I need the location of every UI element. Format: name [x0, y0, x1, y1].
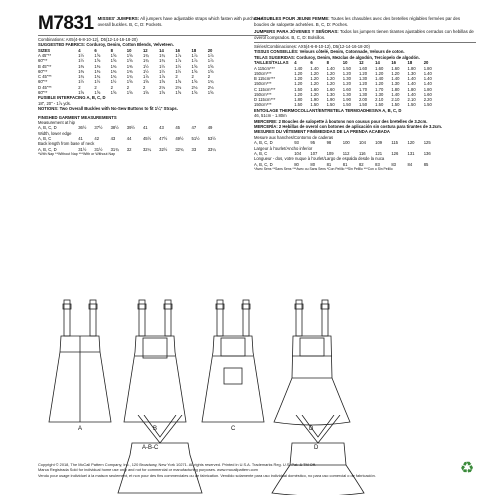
yardage-en-value: 1¾ [142, 53, 149, 59]
yardage-en-label: B 45"** [38, 63, 52, 69]
back-value-en: 31½ [94, 146, 103, 152]
yardage-fr-value: 1.20 [310, 81, 319, 87]
description-en-text: All jumpers have adjustable straps which fasten with purchased overall buckles. B, C, D: Pockets. [97, 16, 264, 27]
yardage-fr-value: 1.80 [294, 97, 303, 103]
finished-title-fr: MESURES DU VÊTEMENT FINI/MEDIDAS DE LA PRENDA ACABADA [254, 129, 390, 135]
yardage-en-value: 2 [207, 74, 211, 80]
yardage-fr-value: 1.80 [407, 86, 416, 92]
yardage-en-value: 1⅜ [110, 68, 117, 74]
size-header: 8 [326, 60, 329, 66]
width-value-en: 51½ [191, 136, 200, 142]
hip-sub-en: A, B, C, D [38, 125, 57, 131]
yardage-en-value: 1⅞ [142, 74, 149, 80]
yardage-en-value: 2 [142, 84, 146, 90]
yardage-en-value: 1⅝ [175, 79, 182, 85]
size-header: 18 [191, 47, 197, 53]
yardage-fr-value: 1.20 [391, 70, 400, 76]
yardage-fr-value: 1.30 [342, 91, 351, 97]
yardage-en-value: 1½ [142, 63, 149, 69]
description-en [98, 16, 268, 27]
yardage-fr-value: 1.60 [326, 86, 335, 92]
yardage-fr-value: 1.20 [326, 76, 335, 82]
hip-value-fr: 100 [342, 140, 350, 146]
yardage-en-value: 1⅝ [78, 89, 85, 95]
back-sub-fr: A, B, C, D [254, 161, 273, 167]
yardage-fr-value: 1.20 [326, 81, 335, 87]
yardage-en-value: 1⅝ [207, 63, 214, 69]
yardage-fr-value: 1.20 [294, 81, 303, 87]
fabrics-en: SUGGESTED FABRICS: Corduroy, Denim, Cotton Blends, Velveteen. [38, 42, 174, 48]
yardage-fr-value: 1.90 [326, 97, 335, 103]
yardage-fr-label: 150cm*** [254, 91, 272, 97]
fabrics-fr: TISSUS CONSEILLÉS: Velours côtelé, Denim, Cotonnade, Velours de coton. [254, 49, 405, 55]
yardage-en-value: 1½ [159, 68, 165, 74]
back-label-fr: Longueur - dos, votre nuque à l'ourlet/Largo de espalda desde la nuca [254, 156, 385, 162]
back-value-fr: 83 [375, 161, 380, 167]
notions-es: MERCERÍA: 2 Hebillas de overol con botones de aplicación sin costura para tirantes de 3.2cm. [254, 123, 443, 129]
yardage-fr-value: 1.20 [294, 70, 303, 76]
hip-value-en: 47 [191, 125, 197, 131]
size-header: 10 [342, 60, 348, 66]
back-value-fr: 84 [407, 161, 413, 167]
hip-value-fr: 120 [407, 140, 415, 146]
yardage-fr-value: 1.40 [294, 65, 303, 71]
yardage-fr-value: 1.20 [294, 76, 303, 82]
yardage-en-value: 1⅝ [126, 89, 133, 95]
yardage-en-value: 2⅛ [175, 84, 182, 90]
back-label-en: Back length from base of neck [38, 141, 95, 147]
yardage-en-value: 1½ [110, 79, 117, 85]
yardage-fr-label: 150cm*** [254, 81, 272, 87]
yardage-fr-label: B 115cm*** [254, 76, 276, 82]
interfacing-value-en: 18", 20" - 1⅞ yds. [38, 100, 72, 106]
figure-abc-label: A-B-C [142, 445, 159, 451]
hip-value-en: 39½ [126, 125, 135, 131]
yardage-fr-value: 1.20 [326, 70, 335, 76]
yardage-en-value: 1⅝ [126, 58, 133, 64]
yardage-fr-value: 1.80 [391, 86, 400, 92]
yardage-fr-value: 1.60 [342, 86, 351, 92]
yardage-fr-value: 1.80 [423, 65, 432, 71]
yardage-en-value: 1⅝ [142, 89, 149, 95]
sizes-row [254, 60, 440, 65]
yardage-en-value: 1⅞ [207, 58, 214, 64]
yardage-en-value: 2 [175, 74, 178, 80]
interfacing-title-en: FUSIBLE INTERFACING A, B, C, D [38, 95, 106, 101]
width-value-fr: 126 [391, 151, 399, 157]
yardage-fr-value: 1.40 [423, 81, 432, 87]
size-header: 18 [407, 60, 413, 66]
yardage-fr-value: 1.20 [375, 81, 384, 87]
yardage-en-value: 2 [78, 84, 81, 90]
yardage-fr-value: 1.30 [358, 76, 368, 82]
description-es [254, 29, 476, 40]
width-value-fr: 104 [294, 151, 302, 157]
figure-a-label: A [78, 426, 83, 432]
back-value-en: 32¼ [142, 146, 152, 152]
yardage-fr-value: 1.40 [326, 65, 335, 71]
yardage-fr-value: 1.50 [375, 102, 384, 108]
yardage-en-value: 1⅜ [78, 63, 85, 69]
yardage-fr-value: 1.80 [423, 86, 432, 92]
footer-line-1: Copyright © 2018, The McCall Pattern Company, Inc., 120 Broadway, New York 10271. All rights reserved. Printed in U.S.A. Trademarks Reg. U.S. Pat. & TM Off. [38, 462, 316, 467]
combinations-fr: Séries/Combinaciones: AX5(4-6-8-10-12), D5(12-14-16-18-20) [254, 44, 370, 49]
yardage-fr-value: 1.60 [358, 65, 368, 71]
width-value-en: 44 [126, 136, 132, 142]
yardage-en-value: 1⅝ [191, 68, 198, 74]
figure-d-back-label: D [314, 445, 319, 451]
width-value-en: 45½ [142, 136, 152, 142]
yardage-table-fr [254, 60, 440, 107]
yardage-en-value: 1¾ [207, 79, 214, 85]
yardage-en-label: 60"** [38, 89, 48, 95]
width-value-en: 42 [94, 136, 100, 142]
yardage-en-label: 60"** [38, 79, 48, 85]
yardage-fr-value: 1.50 [342, 65, 351, 71]
yardage-en-value: 1⅝ [110, 53, 117, 59]
back-value-en: 31½ [78, 146, 87, 152]
yardage-fr-value: 1.20 [294, 91, 303, 97]
yardage-table-en [38, 48, 224, 95]
yardage-fr-value: 1.30 [342, 76, 351, 82]
yardage-en-value: 1⅝ [94, 89, 101, 95]
width-value-fr: 131 [407, 151, 415, 157]
yardage-en-label: A 45"** [38, 53, 52, 59]
width-value-en: 47½ [159, 136, 168, 142]
notions-fr: MERCERIE: 2 Boucles de salopette à boutons non cousus pour des bretelles de 3.2cm. [254, 118, 428, 124]
back-value-fr: 81 [342, 161, 348, 167]
size-header: 14 [159, 47, 164, 53]
yardage-fr-value: 1.50 [294, 102, 303, 108]
size-header: 20 [207, 47, 213, 53]
footer-line-3: Vendu pour usage individuel à la maison seulement, et non pour des fins commerciales ou de fabrication. Vendido solamente para uso individual doméstico, no para uso comercial o de fabricación. [38, 472, 376, 478]
yardage-en-label: C 45"** [38, 74, 52, 80]
yardage-en-value: 1⅞ [191, 53, 198, 59]
yardage-en-value: 1½ [78, 53, 85, 59]
yardage-fr-value: 2.10 [407, 97, 416, 103]
yardage-fr-value: 1.80 [407, 65, 416, 71]
yardage-fr-value: 1.30 [375, 91, 384, 97]
finished-title-en: FINISHED GARMENT MEASUREMENTS [38, 114, 117, 120]
yardage-en-value: 1⅞ [159, 74, 165, 80]
width-value-fr: 107 [310, 151, 318, 157]
yardage-fr-value: 1.50 [342, 102, 351, 108]
yardage-en-value: 1⅝ [159, 79, 165, 85]
yardage-fr-value: 1.50 [423, 102, 432, 108]
back-value-fr: 83 [391, 161, 396, 167]
description-fr-text: Toutes les chasubles avec des bretelles réglables fermées par des boucles de salopette achetées. B, C, D: Poches. [254, 16, 461, 27]
yardage-fr-value: 1.60 [391, 65, 400, 71]
yardage-fr-value: 1.50 [294, 86, 303, 92]
hip-value-fr: 93 [294, 140, 299, 146]
back-value-en: 33 [191, 146, 197, 152]
hip-label-en: Measurement at hip [38, 119, 76, 125]
yardage-en-value: 1½ [78, 79, 85, 85]
size-header: 14 [375, 60, 380, 66]
yardage-fr-value: 1.30 [358, 91, 368, 97]
width-value-en: 53½ [207, 136, 216, 142]
size-header: 10 [126, 47, 132, 53]
yardage-fr-value: 1.20 [342, 81, 351, 87]
yardage-en-value: 2 [126, 84, 130, 90]
yardage-fr-value: 1.50 [310, 102, 319, 108]
yardage-en-value: 1⅜ [94, 63, 101, 69]
width-value-fr: 109 [326, 151, 334, 157]
yardage-en-label: 60"** [38, 58, 48, 64]
size-header: 12 [142, 47, 148, 53]
yardage-en-value: 2 [191, 74, 194, 80]
width-value-fr: 112 [342, 151, 350, 157]
back-value-fr: 85 [423, 161, 429, 167]
title-es: JUMPERS PARA JÓVENES Y SEÑORAS: [254, 29, 339, 34]
yardage-en-value: 1½ [175, 68, 182, 74]
footer-line-2: Marca Registrada Sold for individual home use only and not for commercial or manufacturing purposes. www.mccallpattern.com [38, 467, 258, 473]
yardage-fr-value: 1.20 [310, 91, 319, 97]
yardage-fr-value: 1.40 [391, 91, 400, 97]
yardage-fr-value: 2.20 [423, 97, 432, 103]
description-es-text: Todos los jumpers tienen tirantes ajustables cerrados con hebillas de overol comprados. B, C, D: Bolsillos. [254, 29, 474, 40]
back-value-fr: 80 [310, 161, 316, 167]
yardage-en-value: 1⅝ [126, 53, 133, 59]
width-label-fr: Largeur à l'ourlet/Ancho inferior [254, 145, 313, 151]
yardage-en-value: 1⅜ [110, 63, 117, 69]
hip-value-fr: 104 [358, 140, 366, 146]
back-value-en: 32¾ [175, 146, 184, 152]
yardage-en-value: 1½ [159, 63, 165, 69]
yardage-fr-label: 150cm*** [254, 70, 272, 76]
yardage-fr-label: D 115cm*** [254, 97, 276, 103]
back-value-en: 33¼ [207, 146, 216, 152]
yardage-fr-value: 2.00 [358, 97, 368, 103]
hip-value-fr: 98 [326, 140, 332, 146]
yardage-en-value: 2 [94, 84, 97, 90]
width-value-en: 41 [78, 136, 83, 142]
sizes-label-fr: TAILLES/TALLAS [254, 60, 289, 66]
back-value-fr: 80 [294, 161, 299, 167]
size-header: 6 [310, 60, 313, 66]
hip-value-fr: 125 [423, 140, 431, 146]
yardage-en-value: 1⅝ [207, 68, 214, 74]
interfacing-value-fr: 46, 51cm - 1.80m [254, 113, 287, 119]
width-value-fr: 121 [375, 151, 383, 157]
yardage-en-value: 1⅜ [94, 68, 101, 74]
yardage-en-value: 1⅞ [175, 53, 182, 59]
yardage-fr-value: 1.70 [358, 86, 368, 92]
interfacing-title-fr: ENTOILAGE THERMOCOLLANT/ENTRETELA TERMOADHESIVA A, B, C, D [254, 107, 402, 113]
yardage-fr-value: 1.50 [358, 102, 368, 108]
yardage-en-value: 1⅝ [110, 89, 117, 95]
yardage-en-value: 1⅝ [126, 79, 133, 85]
yardage-fr-value: 1.50 [391, 102, 400, 108]
yardage-fr-value: 1.90 [310, 97, 319, 103]
hip-value-en: 37½ [94, 125, 103, 131]
yardage-en-value: 1½ [78, 58, 85, 64]
yardage-en-value: 1½ [142, 68, 149, 74]
yardage-en-value: 1¾ [110, 74, 117, 80]
title-en: MISSES' JUMPERS: [97, 16, 140, 21]
back-sub-en: A, B, C, D [38, 146, 57, 152]
yardage-en-value: 1½ [175, 63, 182, 69]
yardage-fr-value: 1.30 [326, 91, 335, 97]
yardage-fr-value: 1.40 [407, 81, 416, 87]
yardage-fr-value: 1.60 [423, 91, 432, 97]
english-column [38, 14, 268, 157]
width-value-fr: 116 [358, 151, 366, 157]
size-header: 16 [391, 60, 396, 66]
width-value-en: 49½ [175, 136, 184, 142]
yardage-fr-value: 1.60 [310, 86, 319, 92]
yardage-en-value: 1¾ [126, 74, 133, 80]
yardage-en-value: 1⅝ [175, 89, 182, 95]
yardage-en-value: 1⅝ [207, 89, 214, 95]
yardage-fr-value: 1.20 [375, 70, 384, 76]
width-value-fr: 136 [423, 151, 431, 157]
yardage-fr-value: 2.10 [375, 97, 384, 103]
figure-b-label: B [153, 426, 158, 432]
divider [254, 42, 476, 43]
hip-value-en: 49 [207, 125, 213, 131]
size-header: 6 [94, 47, 97, 53]
yardage-en-value: 1¾ [142, 58, 149, 64]
yardage-en-value: 1⅝ [159, 89, 165, 95]
yardage-fr-value: 1.40 [391, 76, 400, 82]
size-header: 16 [175, 47, 180, 53]
yardage-fr-value: 1.20 [358, 70, 368, 76]
yardage-en-value: 2⅛ [207, 84, 214, 90]
yardage-en-label: D 45"** [38, 84, 52, 90]
yardage-en-label: 60"** [38, 68, 48, 74]
yardage-en-value: 1⅝ [191, 79, 198, 85]
jumper-abc-back-drawing [110, 415, 210, 495]
yardage-en-value: 1⅝ [191, 63, 198, 69]
divider [38, 35, 268, 36]
size-header: 12 [358, 60, 364, 66]
hip-value-en: 45 [175, 125, 180, 131]
yardage-fr-value: 1.20 [310, 76, 319, 82]
size-header: 20 [423, 60, 429, 66]
back-value-en: 31¾ [110, 146, 119, 152]
width-value-en: 43 [110, 136, 116, 142]
yardage-en-value: 2 [110, 84, 113, 90]
yardage-fr-value: 1.90 [342, 97, 351, 103]
yardage-en-value: 1⅞ [191, 58, 198, 64]
yardage-fr-value: 1.20 [358, 81, 368, 87]
yardage-en-value: 1¾ [159, 58, 165, 64]
back-value-fr: 81 [326, 161, 332, 167]
yardage-en-value: 1¾ [94, 74, 101, 80]
description-fr [254, 16, 476, 27]
yardage-fr-value: 1.40 [375, 76, 384, 82]
yardage-fr-label: A 115cm*** [254, 65, 275, 71]
yardage-fr-value: 1.40 [407, 76, 416, 82]
yardage-fr-value: 2.10 [391, 97, 400, 103]
notions-en: NOTIONS: Two Overall Buckles with No-Sew Buttons to fit 1¼" Straps. [38, 106, 178, 112]
yardage-fr-value: 1.40 [423, 76, 432, 82]
sizes-label: SIZES [38, 47, 51, 53]
back-value-en: 32½ [159, 146, 168, 152]
figure-d-label: D [309, 426, 314, 432]
hip-sub-fr: A, B, C, D [254, 140, 273, 146]
copyright-footer [38, 462, 458, 478]
yardage-en-value: 2⅛ [159, 84, 165, 90]
yardage-en-value: 1⅜ [126, 63, 133, 69]
combinations-en: Combinations: AX5(4-6-8-10-12), D5(12-14-16-18-20) [38, 37, 138, 42]
yardage-en-value: 1⅝ [94, 58, 101, 64]
yardage-fr-value: 1.20 [342, 70, 351, 76]
yardage-fr-value: 1.20 [310, 70, 319, 76]
hip-value-en: 41 [142, 125, 148, 131]
yardage-fr-value: 1.40 [407, 91, 416, 97]
yardage-en-value: 1⅝ [110, 58, 117, 64]
hip-value-fr: 109 [375, 140, 383, 146]
pattern-code: M7831 [38, 13, 94, 34]
hip-value-fr: 95 [310, 140, 316, 146]
yardage-fr-label: 150cm*** [254, 102, 272, 108]
yardage-fr-value: 1.50 [407, 102, 416, 108]
width-label-en: Width, lower edge [38, 130, 72, 136]
hip-label-fr: Mesure aux hanches/Contorno de caderas [254, 134, 334, 140]
width-sub-en: A, B, C [38, 136, 52, 142]
yardage-en-value: 1⅞ [175, 58, 182, 64]
hip-value-fr: 115 [391, 140, 398, 146]
nap-note-en: *With Nap **Without Nap ***With or Without Nap [38, 152, 116, 157]
yardage-en-value: 1⅝ [94, 53, 101, 59]
yardage-fr-value: 1.60 [375, 65, 384, 71]
french-spanish-column [254, 14, 476, 171]
jumper-d-back-drawing [268, 415, 368, 495]
yardage-fr-value: 1.40 [423, 70, 432, 76]
yardage-en-value: 1¾ [159, 53, 165, 59]
yardage-en-value: 1⅝ [142, 79, 149, 85]
title-fr: CHASUBLES POUR JEUNE FEMME: [254, 16, 330, 21]
yardage-en-value: 1¾ [78, 74, 85, 80]
yardage-fr-value: 1.30 [407, 70, 416, 76]
hip-value-en: 36½ [78, 125, 87, 131]
yardage-en-value: 1⅜ [78, 68, 85, 74]
yardage-fr-label: C 115cm*** [254, 86, 276, 92]
size-header: 8 [110, 47, 113, 53]
jumper-a-back-drawing [45, 298, 115, 438]
back-value-en: 32 [126, 146, 132, 152]
yardage-fr-value: 1.70 [375, 86, 384, 92]
yardage-en-value: 2⅛ [191, 84, 198, 90]
width-sub-fr: A, B, C [254, 151, 268, 157]
size-header: 4 [78, 47, 81, 53]
hip-value-en: 43 [159, 125, 164, 131]
back-value-fr: 82 [358, 161, 364, 167]
yardage-fr-value: 1.50 [326, 102, 335, 108]
nap-note-fr: *Avec Sens **Sans Sens ***Avec ou Sans Sens *Con Pelillo **Sin Pelillo ***Con o Sin Pelillo [254, 166, 393, 171]
yardage-en-value: 1½ [94, 79, 101, 85]
yardage-en-value: 1⅝ [191, 89, 198, 95]
fabrics-es: TELAS SUGERIDAS: Corduroy, Denim, Mezclas de algodón, Terciopelo de algodón. [254, 54, 420, 60]
header-en [38, 14, 268, 33]
size-header: 4 [294, 60, 297, 66]
yardage-fr-value: 1.30 [391, 81, 400, 87]
yardage-en-value: 1⅞ [207, 53, 214, 59]
recycle-icon: ♻ [459, 460, 475, 477]
yardage-en-value: 1⅜ [126, 68, 133, 74]
figure-c-label: C [231, 426, 236, 432]
hip-value-en: 38½ [110, 125, 119, 131]
yardage-fr-value: 1.40 [310, 65, 319, 71]
